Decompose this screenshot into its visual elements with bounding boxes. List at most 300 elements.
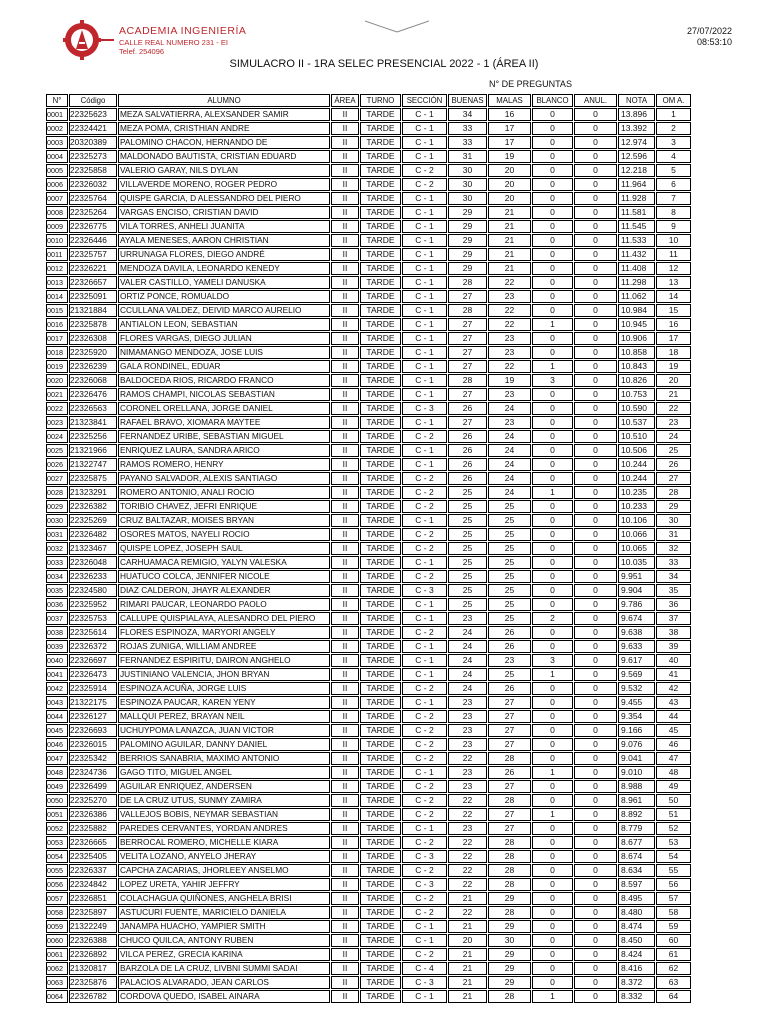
correct-count: 29 (448, 248, 487, 261)
student-name: PALACIOS ALVARADO, JEAN CARLOS (118, 976, 330, 989)
area: II (331, 906, 359, 919)
shift: TARDE (360, 192, 401, 205)
shift: TARDE (360, 822, 401, 835)
section: C - 2 (402, 752, 447, 765)
merit-order: 42 (656, 682, 691, 695)
row-number: 0016 (46, 318, 68, 331)
correct-count: 26 (448, 458, 487, 471)
score: 8.634 (618, 864, 655, 877)
area: II (331, 458, 359, 471)
shift: TARDE (360, 178, 401, 191)
shift: TARDE (360, 976, 401, 989)
student-code: 22326239 (69, 360, 117, 373)
section: C - 1 (402, 444, 447, 457)
shift: TARDE (360, 150, 401, 163)
wrong-count: 25 (488, 584, 531, 597)
blank-count: 0 (532, 948, 573, 961)
table-row (46, 682, 691, 695)
correct-count: 20 (448, 934, 487, 947)
student-code: 22325897 (69, 906, 117, 919)
student-name: HUATUCO COLCA, JENNIFER NICOLE (118, 570, 330, 583)
table-row (46, 612, 691, 625)
row-number: 0014 (46, 290, 68, 303)
merit-order: 61 (656, 948, 691, 961)
section: C - 2 (402, 794, 447, 807)
area: II (331, 934, 359, 947)
table-row (46, 346, 691, 359)
section: C - 1 (402, 668, 447, 681)
blank-count: 0 (532, 794, 573, 807)
student-name: ANTIALON LEON, SEBASTIAN (118, 318, 330, 331)
area: II (331, 626, 359, 639)
student-name: FERNANDEZ URIBE, SEBASTIAN MIGUEL (118, 430, 330, 443)
wrong-count: 29 (488, 920, 531, 933)
section: C - 1 (402, 346, 447, 359)
student-code: 22326499 (69, 780, 117, 793)
area: II (331, 668, 359, 681)
correct-count: 28 (448, 276, 487, 289)
merit-order: 46 (656, 738, 691, 751)
merit-order: 56 (656, 878, 691, 891)
row-number: 0053 (46, 836, 68, 849)
shift: TARDE (360, 332, 401, 345)
area: II (331, 528, 359, 541)
student-name: ESPINOZA PAUCAR, KAREN YENY (118, 696, 330, 709)
annulled-count: 0 (574, 584, 617, 597)
section: C - 1 (402, 766, 447, 779)
section: C - 1 (402, 514, 447, 527)
row-number: 0058 (46, 906, 68, 919)
annulled-count: 0 (574, 640, 617, 653)
annulled-count: 0 (574, 444, 617, 457)
score: 8.424 (618, 948, 655, 961)
score: 11.964 (618, 178, 655, 191)
score: 10.945 (618, 318, 655, 331)
row-number: 0037 (46, 612, 68, 625)
shift: TARDE (360, 892, 401, 905)
row-number: 0031 (46, 528, 68, 541)
correct-count: 30 (448, 178, 487, 191)
table-row (46, 360, 691, 373)
annulled-count: 0 (574, 472, 617, 485)
shift: TARDE (360, 262, 401, 275)
wrong-count: 23 (488, 416, 531, 429)
wrong-count: 24 (488, 472, 531, 485)
section: C - 1 (402, 290, 447, 303)
score: 10.506 (618, 444, 655, 457)
table-row (46, 122, 691, 135)
area: II (331, 514, 359, 527)
report-date: 27/07/2022 (686, 26, 732, 36)
correct-count: 21 (448, 990, 487, 1003)
merit-order: 45 (656, 724, 691, 737)
annulled-count: 0 (574, 136, 617, 149)
score: 8.779 (618, 822, 655, 835)
table-row (46, 920, 691, 933)
blank-count: 0 (532, 150, 573, 163)
area: II (331, 346, 359, 359)
shift: TARDE (360, 122, 401, 135)
student-code: 22326221 (69, 262, 117, 275)
student-name: BERROCAL ROMERO, MICHELLE KIARA (118, 836, 330, 849)
area: II (331, 654, 359, 667)
student-name: JANAMPA HUACHO, YAMPIER SMITH (118, 920, 330, 933)
annulled-count: 0 (574, 542, 617, 555)
correct-count: 25 (448, 514, 487, 527)
score: 10.106 (618, 514, 655, 527)
blank-count: 0 (532, 724, 573, 737)
merit-order: 49 (656, 780, 691, 793)
area: II (331, 920, 359, 933)
shift: TARDE (360, 514, 401, 527)
annulled-count: 0 (574, 654, 617, 667)
student-code: 22326775 (69, 220, 117, 233)
row-number: 0046 (46, 738, 68, 751)
row-number: 0041 (46, 668, 68, 681)
blank-count: 0 (532, 962, 573, 975)
area: II (331, 164, 359, 177)
correct-count: 30 (448, 164, 487, 177)
merit-order: 31 (656, 528, 691, 541)
annulled-count: 0 (574, 388, 617, 401)
student-name: VILA TORRES, ANHELI JUANITA (118, 220, 330, 233)
annulled-count: 0 (574, 668, 617, 681)
merit-order: 9 (656, 220, 691, 233)
student-name: URRUNAGA FLORES, DIEGO ANDRÉ (118, 248, 330, 261)
wrong-count: 22 (488, 304, 531, 317)
student-name: AYALA MENESES, AARON CHRISTIAN (118, 234, 330, 247)
correct-count: 33 (448, 122, 487, 135)
annulled-count: 0 (574, 416, 617, 429)
area: II (331, 696, 359, 709)
student-name: CARHUAMACA REMIGIO, YALYN VALESKA (118, 556, 330, 569)
area: II (331, 542, 359, 555)
merit-order: 4 (656, 150, 691, 163)
academy-logo (62, 20, 114, 60)
annulled-count: 0 (574, 822, 617, 835)
table-row (46, 780, 691, 793)
blank-count: 0 (532, 290, 573, 303)
section: C - 1 (402, 248, 447, 261)
shift: TARDE (360, 290, 401, 303)
score: 9.010 (618, 766, 655, 779)
merit-order: 35 (656, 584, 691, 597)
merit-order: 47 (656, 752, 691, 765)
shift: TARDE (360, 416, 401, 429)
correct-count: 28 (448, 374, 487, 387)
section: C - 1 (402, 206, 447, 219)
table-row (46, 304, 691, 317)
shift: TARDE (360, 766, 401, 779)
table-row (46, 654, 691, 667)
row-number: 0005 (46, 164, 68, 177)
correct-count: 25 (448, 500, 487, 513)
blank-count: 0 (532, 206, 573, 219)
score: 8.416 (618, 962, 655, 975)
correct-count: 24 (448, 640, 487, 653)
merit-order: 13 (656, 276, 691, 289)
annulled-count: 0 (574, 934, 617, 947)
blank-count: 0 (532, 570, 573, 583)
student-code: 22325264 (69, 206, 117, 219)
shift: TARDE (360, 556, 401, 569)
wrong-count: 25 (488, 570, 531, 583)
blank-count: 1 (532, 318, 573, 331)
wrong-count: 23 (488, 654, 531, 667)
wrong-count: 27 (488, 780, 531, 793)
section: C - 3 (402, 878, 447, 891)
blank-count: 0 (532, 542, 573, 555)
blank-count: 0 (532, 192, 573, 205)
wrong-count: 27 (488, 808, 531, 821)
student-code: 21323467 (69, 542, 117, 555)
merit-order: 38 (656, 626, 691, 639)
shift: TARDE (360, 108, 401, 121)
table-row (46, 206, 691, 219)
shift: TARDE (360, 948, 401, 961)
blank-count: 1 (532, 486, 573, 499)
section: C - 1 (402, 654, 447, 667)
merit-order: 21 (656, 388, 691, 401)
student-code: 22325914 (69, 682, 117, 695)
row-number: 0006 (46, 178, 68, 191)
blank-count: 0 (532, 640, 573, 653)
student-name: RIMARI PAUCAR, LEONARDO PAOLO (118, 598, 330, 611)
shift: TARDE (360, 612, 401, 625)
student-name: MALDONADO BAUTISTA, CRISTIAN EDUARD (118, 150, 330, 163)
student-name: COLACHAGUA QUIÑONES, ANGHELA BRISI (118, 892, 330, 905)
annulled-count: 0 (574, 598, 617, 611)
blank-count: 0 (532, 780, 573, 793)
correct-count: 25 (448, 570, 487, 583)
section: C - 1 (402, 262, 447, 275)
row-number: 0048 (46, 766, 68, 779)
student-code: 21323841 (69, 416, 117, 429)
wrong-count: 29 (488, 892, 531, 905)
area: II (331, 374, 359, 387)
wrong-count: 29 (488, 948, 531, 961)
table-row (46, 990, 691, 1003)
row-number: 0001 (46, 108, 68, 121)
wrong-count: 28 (488, 878, 531, 891)
annulled-count: 0 (574, 514, 617, 527)
organization-phone: Telef. 254096 (119, 47, 165, 56)
student-name: MENDOZA DAVILA, LEONARDO KENEDY (118, 262, 330, 275)
correct-count: 28 (448, 304, 487, 317)
wrong-count: 21 (488, 234, 531, 247)
section: C - 1 (402, 934, 447, 947)
student-name: ASTUCURI FUENTE, MARICIELO DANIELA (118, 906, 330, 919)
student-name: CAPCHA ZACARIAS, JHORLEEY ANSELMO (118, 864, 330, 877)
annulled-count: 0 (574, 570, 617, 583)
shift: TARDE (360, 598, 401, 611)
row-number: 0026 (46, 458, 68, 471)
blank-count: 0 (532, 864, 573, 877)
row-number: 0015 (46, 304, 68, 317)
blank-count: 0 (532, 136, 573, 149)
column-header: TURNO (360, 94, 401, 107)
student-name: CHUCO QUILCA, ANTONY RUBEN (118, 934, 330, 947)
shift: TARDE (360, 780, 401, 793)
shift: TARDE (360, 570, 401, 583)
student-code: 21322747 (69, 458, 117, 471)
shift: TARDE (360, 472, 401, 485)
correct-count: 27 (448, 346, 487, 359)
column-header: N° (46, 94, 68, 107)
organization-info (119, 26, 246, 56)
area: II (331, 892, 359, 905)
annulled-count: 0 (574, 626, 617, 639)
annulled-count: 0 (574, 164, 617, 177)
table-row (46, 528, 691, 541)
table-row (46, 668, 691, 681)
student-code: 21321884 (69, 304, 117, 317)
wrong-count: 23 (488, 290, 531, 303)
annulled-count: 0 (574, 878, 617, 891)
student-name: PAREDES CERVANTES, YORDAN ANDRES (118, 822, 330, 835)
student-code: 22325256 (69, 430, 117, 443)
table-row (46, 318, 691, 331)
score: 10.066 (618, 528, 655, 541)
student-code: 22325273 (69, 150, 117, 163)
blank-count: 0 (532, 458, 573, 471)
score: 12.596 (618, 150, 655, 163)
annulled-count: 0 (574, 780, 617, 793)
table-row (46, 262, 691, 275)
row-number: 0062 (46, 962, 68, 975)
area: II (331, 752, 359, 765)
section: C - 1 (402, 388, 447, 401)
shift: TARDE (360, 276, 401, 289)
row-number: 0025 (46, 444, 68, 457)
blank-count: 0 (532, 388, 573, 401)
annulled-count: 0 (574, 262, 617, 275)
shift: TARDE (360, 500, 401, 513)
student-code: 22326563 (69, 402, 117, 415)
table-row (46, 248, 691, 261)
score: 9.674 (618, 612, 655, 625)
annulled-count: 0 (574, 220, 617, 233)
wrong-count: 25 (488, 598, 531, 611)
correct-count: 21 (448, 892, 487, 905)
area: II (331, 556, 359, 569)
section: C - 2 (402, 738, 447, 751)
student-code: 22326372 (69, 640, 117, 653)
wrong-count: 17 (488, 122, 531, 135)
score: 9.951 (618, 570, 655, 583)
section: C - 3 (402, 402, 447, 415)
organization-address: CALLE REAL NUMERO 231 - EI (119, 37, 228, 47)
table-row (46, 234, 691, 247)
score: 11.408 (618, 262, 655, 275)
blank-count: 0 (532, 626, 573, 639)
student-code: 22325405 (69, 850, 117, 863)
student-code: 22324736 (69, 766, 117, 779)
student-name: GAGO TITO, MIGUEL ANGEL (118, 766, 330, 779)
student-name: BALDOCEDA RIOS, RICARDO FRANCO (118, 374, 330, 387)
correct-count: 23 (448, 766, 487, 779)
wrong-count: 21 (488, 248, 531, 261)
report-datetime (687, 26, 732, 48)
student-name: OSORES MATOS, NAYELI ROCIO (118, 528, 330, 541)
table-row (46, 822, 691, 835)
table-row (46, 388, 691, 401)
row-number: 0032 (46, 542, 68, 555)
section: C - 2 (402, 808, 447, 821)
section: C - 3 (402, 584, 447, 597)
shift: TARDE (360, 402, 401, 415)
section: C - 2 (402, 178, 447, 191)
report-title: SIMULACRO II - 1RA SELEC PRESENCIAL 2022 - 1 (ÁREA II) (229, 58, 539, 70)
student-code: 22326032 (69, 178, 117, 191)
blank-count: 0 (532, 920, 573, 933)
student-code: 22325878 (69, 318, 117, 331)
column-header: SECCIÓN (402, 94, 447, 107)
row-number: 0045 (46, 724, 68, 737)
shift: TARDE (360, 206, 401, 219)
annulled-count: 0 (574, 248, 617, 261)
merit-order: 11 (656, 248, 691, 261)
header-notch (365, 20, 429, 34)
merit-order: 22 (656, 402, 691, 415)
merit-order: 63 (656, 976, 691, 989)
table-row (46, 962, 691, 975)
score: 10.858 (618, 346, 655, 359)
student-code: 22325753 (69, 612, 117, 625)
section: C - 2 (402, 892, 447, 905)
area: II (331, 612, 359, 625)
merit-order: 10 (656, 234, 691, 247)
table-row (46, 808, 691, 821)
student-code: 22325757 (69, 248, 117, 261)
student-name: QUISPE LOPEZ, JOSEPH SAUL (118, 542, 330, 555)
shift: TARDE (360, 164, 401, 177)
row-number: 0038 (46, 626, 68, 639)
section: C - 1 (402, 192, 447, 205)
student-code: 22325952 (69, 598, 117, 611)
score: 12.974 (618, 136, 655, 149)
section: C - 3 (402, 976, 447, 989)
table-row (46, 136, 691, 149)
merit-order: 19 (656, 360, 691, 373)
student-code: 22325875 (69, 472, 117, 485)
wrong-count: 16 (488, 108, 531, 121)
student-name: GALA RONDINEL, EDUAR (118, 360, 330, 373)
student-name: ROJAS ZUNIGA, WILLIAM ANDREE (118, 640, 330, 653)
results-table (45, 93, 692, 1004)
student-name: BARZOLA DE LA CRUZ, LIVBNI SUMMI SADAI (118, 962, 330, 975)
section: C - 2 (402, 724, 447, 737)
student-code: 22326657 (69, 276, 117, 289)
wrong-count: 27 (488, 696, 531, 709)
table-row (46, 276, 691, 289)
score: 11.432 (618, 248, 655, 261)
area: II (331, 248, 359, 261)
blank-count: 0 (532, 528, 573, 541)
student-code: 22324580 (69, 584, 117, 597)
correct-count: 27 (448, 290, 487, 303)
row-number: 0055 (46, 864, 68, 877)
shift: TARDE (360, 528, 401, 541)
blank-count: 0 (532, 444, 573, 457)
blank-count: 0 (532, 472, 573, 485)
merit-order: 7 (656, 192, 691, 205)
area: II (331, 850, 359, 863)
table-row (46, 836, 691, 849)
score: 10.065 (618, 542, 655, 555)
student-code: 22326127 (69, 710, 117, 723)
row-number: 0010 (46, 234, 68, 247)
